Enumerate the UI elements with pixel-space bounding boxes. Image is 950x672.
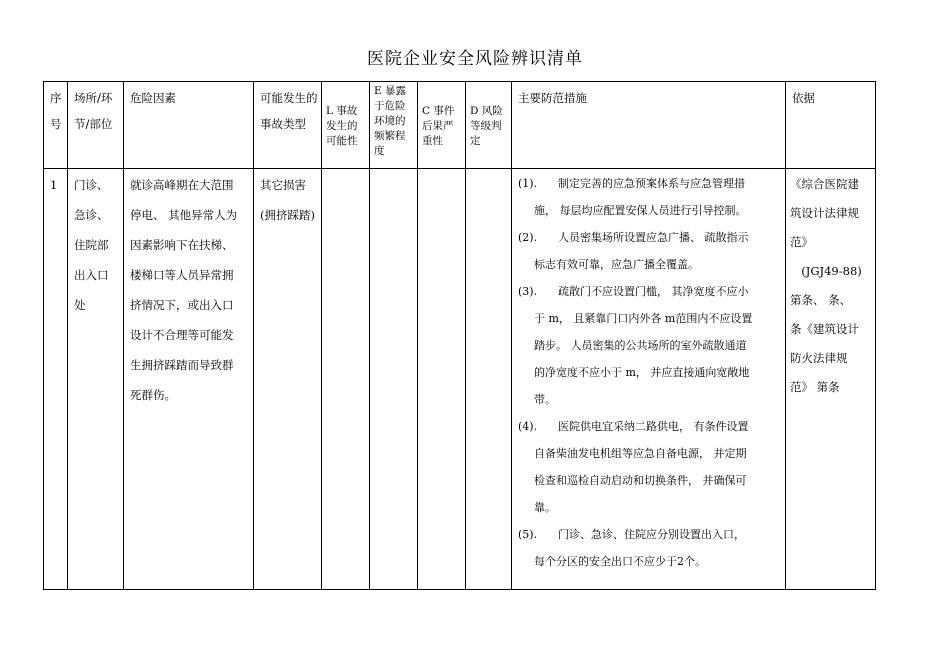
row-e-value — [370, 169, 418, 590]
risk-table — [43, 81, 876, 590]
header-l: L 事故发生的可能性 — [322, 82, 370, 169]
header-no: 序号 — [44, 82, 68, 169]
row-basis: 《综合医院建 筑设计法律规 范》 (JGJ49-88) 第条、 条、 条《建筑设计 防火法律规 范》 第条 — [786, 169, 876, 590]
row-hazard: 就诊高峰期在大范围 停电、 其他异常人为 因素影响下在扶梯、 楼梯口等人员异常拥 挤情况下，或出入口 设计不合理等可能发 生拥挤踩踏而导致群 死群伤。 — [124, 169, 254, 590]
header-basis: 依据 — [786, 82, 876, 169]
header-location: 场所/环节/部位 — [68, 82, 124, 169]
header-hazard: 危险因素 — [124, 82, 254, 169]
header-row — [44, 82, 876, 169]
header-e: E 暴露于危险环境的频繁程度 — [370, 82, 418, 169]
header-c: C 事件后果严重性 — [418, 82, 466, 169]
row-c-value — [418, 169, 466, 590]
measure-item: (3). 疏散门不应设置门槛， 其净宽度不应小 于 m， 且紧靠门口内外各 m范围内不应设置 踏步。 人员密集的公共场所的室外疏散通道 的净宽度不应小于 m， 并应直接通向宽敞地 带。 — [518, 285, 753, 406]
header-accident-type: 可能发生的事故类型 — [254, 82, 322, 169]
measure-item: (5). 门诊、急诊、住院应分别设置出入口， 每个分区的安全出口不应少于2个。 — [518, 528, 746, 568]
row-measures — [512, 169, 786, 590]
measure-item: (2). 人员密集场所设置应急广播、 疏散指示 标志有效可靠，应急广播全覆盖。 — [518, 231, 749, 271]
measure-item: (1). 制定完善的应急预案体系与应急管理措 施， 每层均应配置安保人员进行引导控制。 — [518, 177, 747, 217]
header-d: D 风险等级判定 — [466, 82, 512, 169]
row-l-value — [322, 169, 370, 590]
table-row — [44, 169, 876, 590]
header-measures: 主要防范措施 — [512, 82, 786, 169]
row-d-value — [466, 169, 512, 590]
row-location: 门诊、 急诊、 住院部 出入口 处 — [68, 169, 124, 590]
row-no: 1 — [44, 169, 68, 590]
row-accident-type: 其它损害 (拥挤踩踏) — [254, 169, 322, 590]
document-title: 医院企业安全风险辨识清单 — [367, 49, 583, 69]
measure-item: (4). 医院供电宜采纳二路供电， 有条件设置 自备柴油发电机组等应急自备电源， 并定期 检查和巡检自动启动和切换条件， 并确保可 靠。 — [518, 420, 749, 514]
